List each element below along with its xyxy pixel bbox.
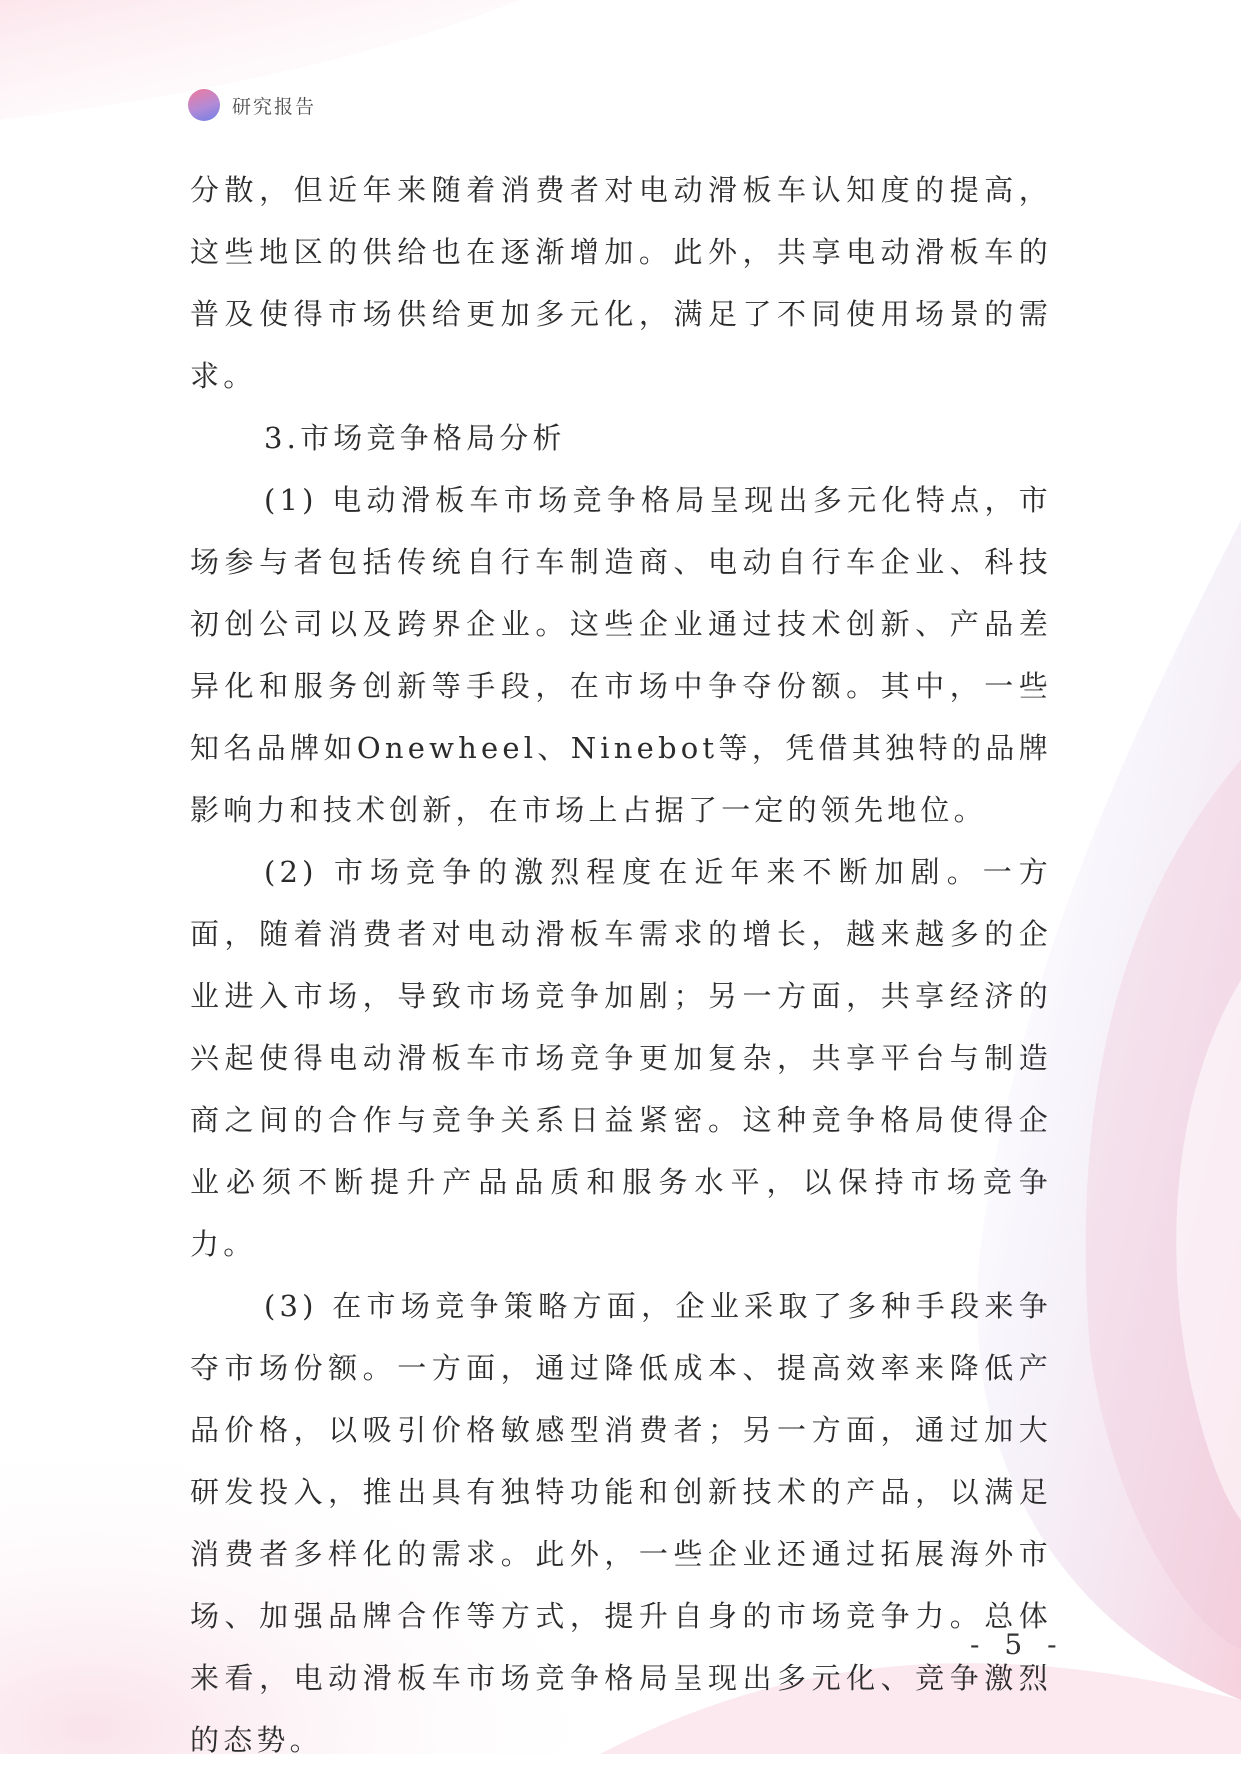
report-header: [188, 88, 316, 122]
paragraph-1: (1) 电动滑板车市场竞争格局呈现出多元化特点，市场参与者包括传统自行车制造商、电动自行车企业、科技初创公司以及跨界企业。这些企业通过技术创新、产品差异化和服务创新等手段，在市场中争夺份额。其中，一些知名品牌如Onewheel、Ninebot等，凭借其独特的品牌影响力和技术创新，在市场上占据了一定的领先地位。: [190, 483, 1052, 827]
document-body: [190, 159, 1052, 1771]
paragraph-3: (3) 在市场竞争策略方面，企业采取了多种手段来争夺市场份额。一方面，通过降低成本、提高效率来降低产品价格，以吸引价格敏感型消费者；另一方面，通过加大研发投入，推出具有独特功能和创新技术的产品，以满足消费者多样化的需求。此外，一些企业还通过拓展海外市场、加强品牌合作等方式，提升自身的市场竞争力。总体来看，电动滑板车市场竞争格局呈现出多元化、竞争激烈的态势。: [190, 1289, 1052, 1757]
header-title: 研究报告: [232, 95, 317, 118]
logo-icon: [188, 89, 220, 121]
paragraph-2: (2) 市场竞争的激烈程度在近年来不断加剧。一方面，随着消费者对电动滑板车需求的增长，越来越多的企业进入市场，导致市场竞争加剧；另一方面，共享经济的兴起使得电动滑板车市场竞争更加复杂，共享平台与制造商之间的合作与竞争关系日益紧密。这种竞争格局使得企业必须不断提升产品品质和服务水平，以保持市场竞争力。: [190, 855, 1052, 1261]
page-number: - 5 -: [970, 1628, 1065, 1661]
paragraph-intro: 分散，但近年来随着消费者对电动滑板车认知度的提高，这些地区的供给也在逐渐增加。此外，共享电动滑板车的普及使得市场供给更加多元化，满足了不同使用场景的需求。: [190, 173, 1052, 393]
section-heading: 3.市场竞争格局分析: [264, 421, 566, 455]
